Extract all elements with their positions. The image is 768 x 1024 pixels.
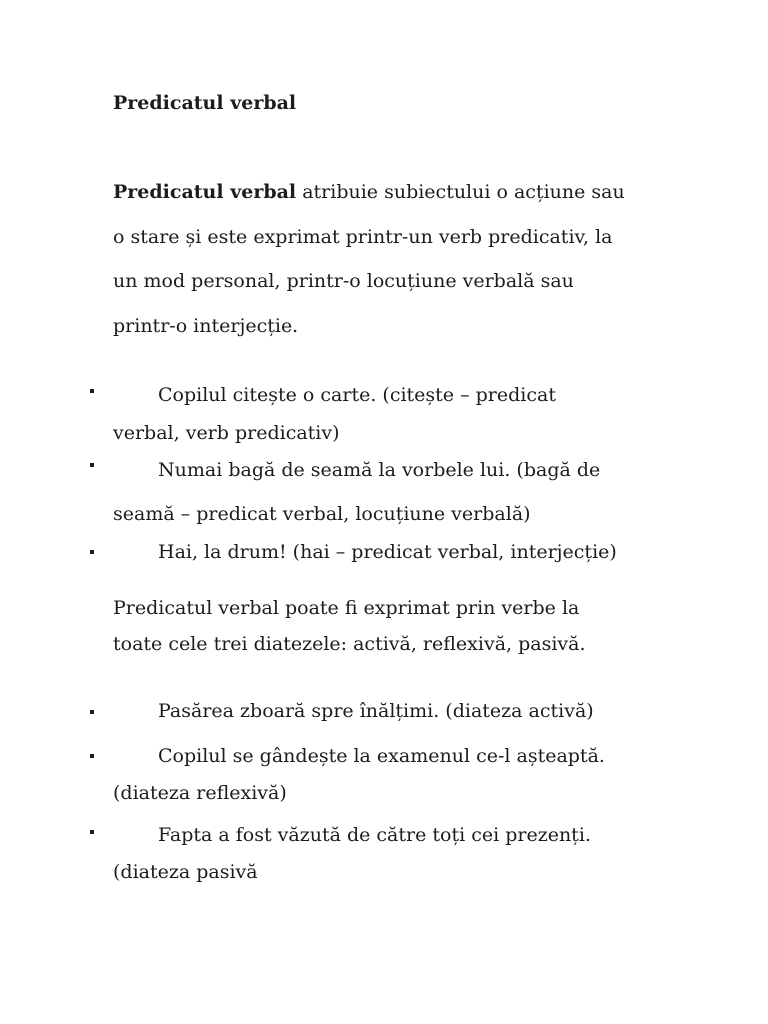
list-item — [113, 738, 673, 812]
list-item-continuation: verbal, verb predicativ) — [113, 422, 340, 444]
bullet-marker — [90, 754, 94, 758]
intro-paragraph — [113, 170, 673, 349]
list-item-continuation: (diateza pasivă — [113, 861, 258, 883]
list-item-text: Numai bagă de seamă la vorbele lui. (bagă de — [158, 459, 601, 481]
list-item — [113, 817, 673, 891]
list-item — [113, 696, 673, 726]
bullet-marker — [90, 830, 94, 834]
bullet-marker — [90, 550, 94, 554]
list-item — [113, 376, 673, 452]
list-item-text: Pasărea zboară spre înălțimi. (diateza activă) — [158, 700, 594, 722]
list-item-continuation: seamă – predicat verbal, locuțiune verbală) — [113, 503, 531, 525]
intro-bold-term: Predicatul verbal — [113, 181, 297, 203]
list-item-text: Copilul citește o carte. (citește – predicat — [158, 384, 556, 406]
intro-line: o stare și este exprimat printr-un verb predicativ, la — [113, 225, 613, 248]
diateze-paragraph — [113, 590, 673, 662]
intro-line: un mod personal, printr-o locuțiune verbală sau — [113, 270, 574, 293]
paragraph-line: Predicatul verbal poate fi exprimat prin verbe la — [113, 597, 580, 619]
list-item-text: Hai, la drum! (hai – predicat verbal, interjecție) — [158, 541, 617, 563]
intro-line: atribuie subiectului o acțiune sau — [296, 181, 625, 203]
intro-line: printr-o interjecție. — [113, 315, 299, 338]
list-item — [113, 537, 673, 567]
list-item-continuation: (diateza reflexivă) — [113, 782, 287, 804]
page-title: Predicatul verbal — [113, 92, 297, 114]
list-item-text: Copilul se gândește la examenul ce-l așteaptă. — [158, 745, 605, 767]
bullet-marker — [90, 710, 94, 714]
list-item-text: Fapta a fost văzută de către toți cei prezenți. — [158, 824, 591, 846]
bullet-marker — [90, 463, 94, 467]
list-item — [113, 448, 673, 536]
paragraph-line: toate cele trei diatezele: activă, reflexivă, pasivă. — [113, 633, 586, 655]
bullet-marker — [90, 389, 94, 393]
